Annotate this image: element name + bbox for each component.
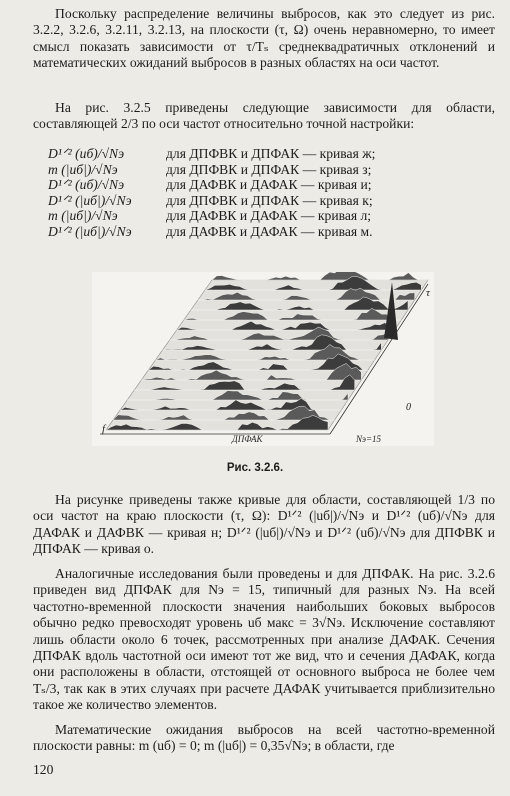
- formula-row: [48, 146, 488, 162]
- formula-description: для ДАФВК и ДАФАК — кривая м.: [166, 223, 373, 239]
- tau-axis-label: τ: [426, 287, 430, 299]
- formula-row: [48, 193, 488, 209]
- formula-description: для ДПФВК и ДПФАК — кривая к;: [166, 192, 373, 208]
- paragraph-expectations: Математические ожидания выбросов на всей частотно-временной плоскости равны: m (uб) = 0; m (|uб|) = 0,35√Nэ; в области, где: [33, 722, 495, 754]
- paragraph-dependencies: На рис. 3.2.5 приведены следующие зависимости для области, составляющей 2/3 по оси частот относительно точной настройки:: [33, 100, 495, 132]
- page-number: 120: [33, 762, 54, 777]
- formula-description: для ДАФВК и ДАФАК — кривая и;: [166, 177, 372, 193]
- paragraph-extra-curves: На рисунке приведены также кривые для области, составляющей 1/3 по оси частот на краю плоскости (τ, Ω): D¹ᐟ² (|uб|)/√Nэ и D¹ᐟ² (uб)/√Nэ для ДАФАК и ДАФВК — кривая н; D¹ᐟ² (|uб|)/√Nэ и D¹ᐟ² (uб)/√Nэ для ДПФВК и ДПФАК — кривая о.: [33, 492, 495, 557]
- formula-row: [48, 162, 488, 178]
- formula-row: [48, 224, 488, 240]
- paragraph-dpfak-analysis: Аналогичные исследования были проведены и для ДПФАК. На рис. 3.2.6 приведен вид ДПФАК для Nэ = 15, типичный для разных Nэ. На всей частотно-временной плоскости значения наибольших боковых выбросов обычно редко превосходят уровень uб макс = 3√Nэ. Исключение составляют лишь области около 6 точек, рассмотренных при анализе ДАФАК. Сечения ДПФАК вдоль частотной оси имеют тот же вид, что и сечения ДАФАК, когда они расположены в области, отстоящей от основного выброса не более чем Tₛ/3, так как в этих случаях при расчете ДАФАК учитывается приблизительно такое же количество элементов.: [33, 566, 495, 713]
- formula-expression: m (|uб|)/√Nэ: [48, 161, 118, 177]
- ambiguity-function-figure: [92, 272, 434, 446]
- formula-description: для ДПФВК и ДПФАК — кривая ж;: [166, 146, 376, 161]
- formula-description: для ДПФВК и ДПФАК — кривая з;: [166, 161, 372, 177]
- formula-row: [48, 177, 488, 193]
- formula-description: для ДАФВК и ДАФАК — кривая л;: [166, 208, 372, 224]
- figure-caption: Рис. 3.2.6.: [226, 462, 284, 474]
- n-label: Nэ=15: [356, 434, 382, 444]
- formula-expression: D¹ᐟ² (|uб|)/√Nэ: [48, 192, 132, 208]
- formula-row: [48, 208, 488, 224]
- method-label: ДПФАК: [232, 434, 263, 444]
- formula-expression: D¹ᐟ² (uб)/√Nэ: [48, 146, 125, 161]
- formula-expression: D¹ᐟ² (uб)/√Nэ: [48, 177, 125, 193]
- zero-label: 0: [406, 402, 411, 413]
- paragraph-intro: Поскольку распределение величины выбросов, как это следует из рис. 3.2.2, 3.2.6, 3.2.11, 3.2.13, на плоскости (τ, Ω) очень неравномерно, то имеет смысл показать зависимости от τ/Tₛ среднеквадратичных отклонений и математических ожиданий выбросов в разных областях на оси частот.: [33, 6, 495, 71]
- formula-expression: D¹ᐟ² (|uб|)/√Nэ: [48, 223, 132, 239]
- formula-expression: m (|uб|)/√Nэ: [48, 208, 118, 224]
- f-axis-label: f: [102, 423, 106, 435]
- formula-list: [48, 146, 488, 240]
